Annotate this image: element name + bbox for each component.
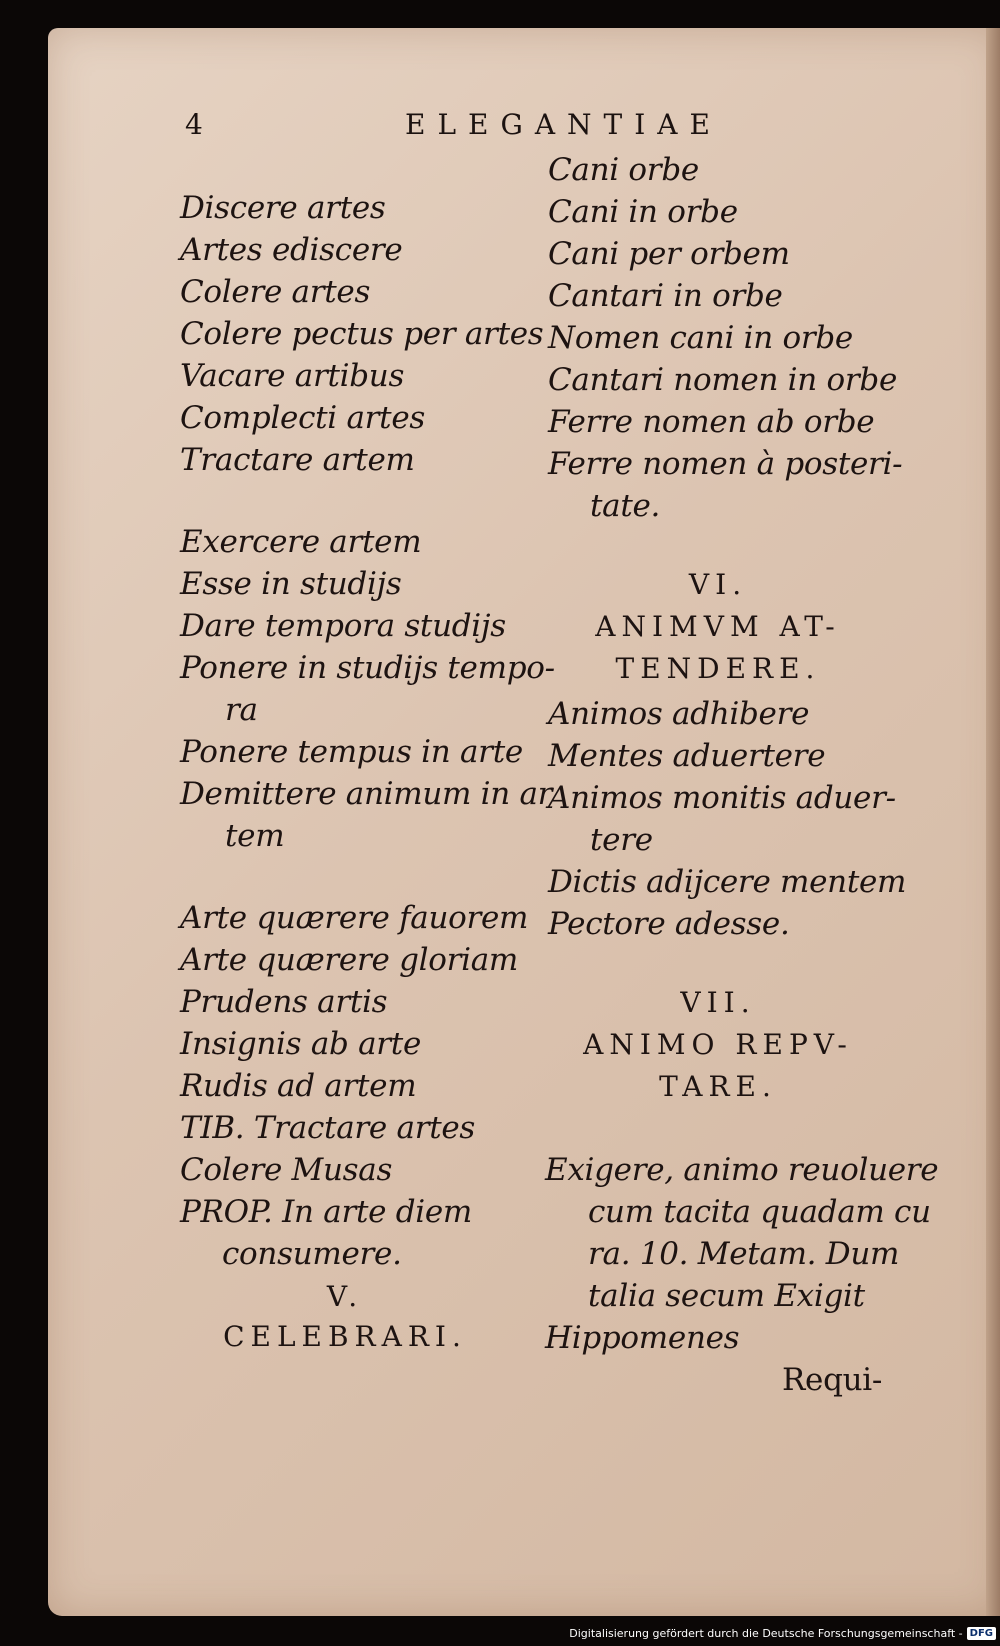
text-line: Tractare artem bbox=[180, 442, 415, 478]
digitization-footer bbox=[569, 1624, 996, 1642]
text-line: Cani per orbem bbox=[548, 236, 790, 272]
text-line: Ponere tempus in arte bbox=[180, 734, 523, 770]
dfg-logo: DFG bbox=[967, 1627, 996, 1640]
page-header bbox=[0, 108, 1000, 148]
text-line: tere bbox=[590, 822, 653, 858]
text-line: Ferre nomen ab orbe bbox=[548, 404, 875, 440]
text-line: Discere artes bbox=[180, 190, 386, 226]
text-line: Cani orbe bbox=[548, 152, 699, 188]
text-line: Cani in orbe bbox=[548, 194, 738, 230]
text-line: PROP. In arte diem bbox=[180, 1194, 473, 1230]
catchword: Requi- bbox=[782, 1362, 883, 1398]
text-line: Arte quærere gloriam bbox=[180, 942, 519, 978]
section-number: VI. bbox=[688, 568, 748, 601]
text-line: talia secum Exigit bbox=[588, 1278, 865, 1314]
text-line: Esse in studijs bbox=[180, 566, 402, 602]
text-line: tem bbox=[225, 818, 285, 854]
section-number: V. bbox=[326, 1280, 364, 1313]
text-line: tate. bbox=[590, 488, 661, 524]
section-title: ANIMO REPV- bbox=[583, 1028, 853, 1061]
text-line: ra bbox=[225, 692, 258, 728]
text-line: Insignis ab arte bbox=[180, 1026, 422, 1062]
text-line: TIB. Tractare artes bbox=[180, 1110, 476, 1146]
text-line: Colere pectus per artes bbox=[180, 316, 544, 352]
section-title: CELEBRARI. bbox=[223, 1320, 467, 1353]
footer-text: Digitalisierung gefördert durch die Deutsche Forschungsgemeinschaft - bbox=[569, 1626, 963, 1640]
page-number: 4 bbox=[185, 108, 203, 141]
text-line: Prudens artis bbox=[180, 984, 388, 1020]
text-line: cum tacita quadam cu bbox=[588, 1194, 931, 1230]
text-line: ra. 10. Metam. Dum bbox=[588, 1236, 900, 1272]
text-line: Artes ediscere bbox=[180, 232, 403, 268]
text-line: Ferre nomen à posteri- bbox=[548, 446, 903, 482]
section-title: ANIMVM AT- bbox=[595, 610, 841, 643]
text-line: Ponere in studijs tempo- bbox=[180, 650, 555, 686]
text-line: Exigere, animo reuoluere bbox=[545, 1152, 939, 1188]
text-line: Colere artes bbox=[180, 274, 371, 310]
section-title: TENDERE. bbox=[615, 652, 821, 685]
text-line: Rudis ad artem bbox=[180, 1068, 417, 1104]
text-line: Nomen cani in orbe bbox=[548, 320, 853, 356]
text-line: Vacare artibus bbox=[180, 358, 405, 394]
text-line: Dictis adijcere mentem bbox=[548, 864, 907, 900]
text-line: Arte quærere fauorem bbox=[180, 900, 529, 936]
text-line: Pectore adesse. bbox=[548, 906, 790, 942]
text-line: Animos adhibere bbox=[548, 696, 810, 732]
text-line: Colere Musas bbox=[180, 1152, 393, 1188]
text-line: Demittere animum in ar bbox=[180, 776, 553, 812]
text-line: Exercere artem bbox=[180, 524, 422, 560]
text-line: Cantari nomen in orbe bbox=[548, 362, 897, 398]
page-edge bbox=[986, 28, 1000, 1616]
text-line: Dare tempora studijs bbox=[180, 608, 506, 644]
section-number: VII. bbox=[680, 986, 756, 1019]
text-line: Hippomenes bbox=[545, 1320, 740, 1356]
text-line: Mentes aduertere bbox=[548, 738, 826, 774]
text-line: Animos monitis aduer- bbox=[548, 780, 896, 816]
running-title: ELEGANTIAE bbox=[405, 108, 722, 141]
section-title: TARE. bbox=[659, 1070, 777, 1103]
text-line: Cantari in orbe bbox=[548, 278, 783, 314]
text-line: consumere. bbox=[222, 1236, 402, 1272]
text-line: Complecti artes bbox=[180, 400, 425, 436]
